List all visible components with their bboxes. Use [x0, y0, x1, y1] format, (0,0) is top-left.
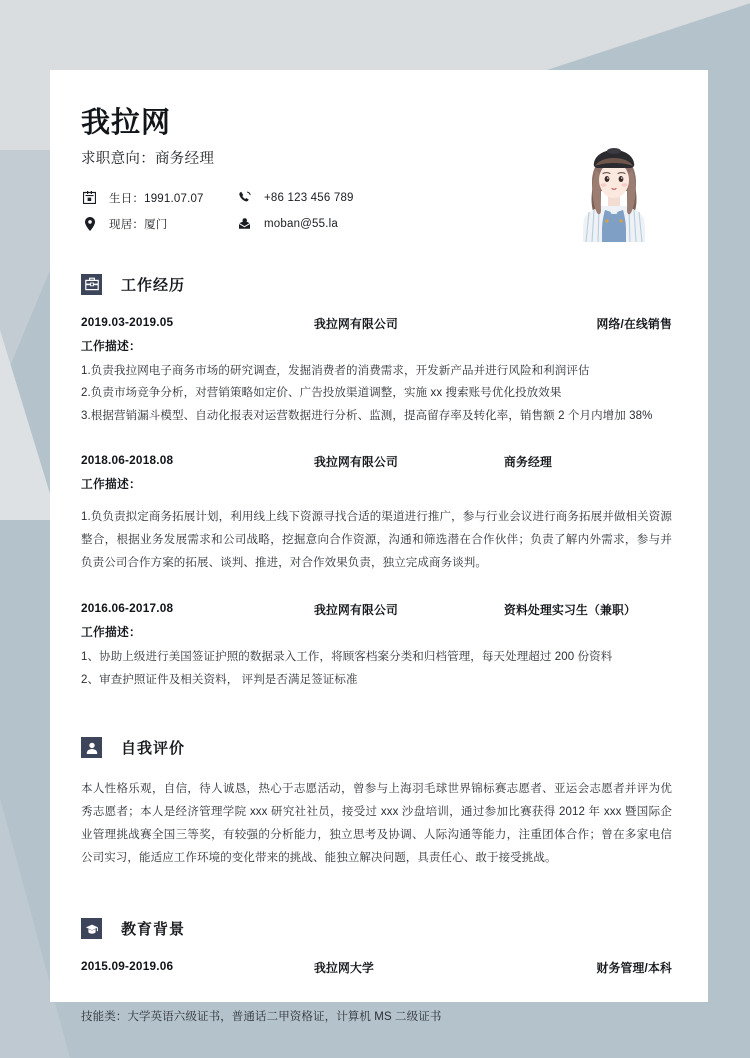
- job-bullet: 2、审查护照证件及相关资料， 评判是否满足签证标准: [81, 673, 358, 686]
- job-company: 我拉网有限公司: [314, 316, 398, 331]
- job-date: 2016.06-2017.08: [81, 601, 174, 616]
- education-school: 我拉网大学: [314, 961, 374, 975]
- job-title: 资料处理实习生（兼职）: [504, 603, 636, 618]
- job-date: 2018.06-2018.08: [81, 453, 174, 468]
- section-education: [50, 918, 708, 1029]
- work-section-title: 工作经历: [121, 276, 186, 294]
- job-title: 网络/在线销售: [596, 316, 672, 331]
- education-row: [81, 959, 672, 976]
- job-objective: 求职意向：商务经理: [81, 150, 215, 167]
- spacer-education-skills: [81, 976, 672, 1006]
- contact-email-text: moban@55.la: [264, 217, 338, 230]
- section-self-evaluation: [50, 737, 708, 870]
- job-desc-label: 工作描述：: [81, 338, 141, 353]
- briefcase-icon: [81, 274, 102, 295]
- job-company: 我拉网有限公司: [314, 455, 398, 470]
- job-bullet: 3.根据营销漏斗模型、自动化报表对运营数据进行分析、监测，提高留存率及转化率，销售额 2 个月内增加 38%: [81, 409, 653, 422]
- contact-phone-text: +86 123 456 789: [264, 191, 354, 204]
- spacer-self-education: [50, 870, 708, 918]
- person-icon: [81, 737, 102, 758]
- contact-info: [81, 190, 501, 232]
- spacer-desc: [81, 492, 672, 506]
- education-skills: 技能类：大学英语六级证书，普通话二甲资格证，计算机 MS 二级证书: [81, 1011, 442, 1023]
- contact-birthday-text: 生日：1991.07.07: [109, 192, 204, 205]
- job-title: 商务经理: [504, 455, 552, 470]
- phone-icon: [236, 190, 253, 205]
- job-header-row: [81, 601, 672, 618]
- education-section-title: 教育背景: [121, 921, 186, 938]
- job-desc-label: 工作描述：: [81, 477, 141, 492]
- education-section-header: [81, 918, 672, 939]
- job-entry: [81, 315, 672, 427]
- job-bullet: 1.负责我拉网电子商务市场的研究调查，发掘消费者的消费需求，开发新产品并进行风险和利润评估: [81, 364, 590, 377]
- job-entry: [81, 601, 672, 691]
- page-title: 我拉网: [81, 107, 172, 139]
- job-company: 我拉网有限公司: [314, 603, 398, 618]
- resume-header: [50, 70, 708, 232]
- work-section-header: [81, 274, 672, 295]
- self-eval-paragraph: 本人性格乐观，自信，待人诚恳，热心于志愿活动，曾参与上海羽毛球世界锦标赛志愿者、亚运会志愿者并评为优秀志愿者；本人是经济管理学院 xxx 研究社社员，接受过 xxx 沙盘培训，通过参加比赛获得 2012 年 xxx 暨国际企业管理挑战赛全国三等奖，有较强的分析能力，独立思考及协调、人际沟通等能力，注重团体合作；曾在多家电信公司实习，能适应工作环境的变化带来的挑战、能独立解决问题，具责任心、敢于接受挑战。: [81, 783, 672, 864]
- contact-location-text: 现居：厦门: [109, 218, 168, 231]
- contact-phone: [236, 190, 501, 206]
- job-desc-label: 工作描述：: [81, 625, 141, 640]
- job-bullet: 2.负责市场竞争分析，对营销策略如定价、广告投放渠道调整，实施 xx 搜索账号优化投放效果: [81, 387, 562, 400]
- envelope-icon: [236, 216, 253, 231]
- job-date: 2019.03-2019.05: [81, 314, 174, 329]
- self-eval-section-title: 自我评价: [121, 740, 186, 757]
- contact-email: [236, 216, 501, 232]
- spacer-work-self: [50, 695, 708, 737]
- contact-birthday: [81, 190, 236, 206]
- education-major: 财务管理/本科: [596, 961, 672, 975]
- graduation-cap-icon: [81, 918, 102, 939]
- contact-location: [81, 216, 236, 232]
- spacer-job-1-2: [81, 431, 672, 453]
- education-date: 2015.09-2019.06: [81, 959, 174, 973]
- job-bullets: [81, 360, 672, 427]
- resume-sheet: [50, 70, 708, 1023]
- job-entry: [81, 453, 672, 575]
- avatar: [572, 142, 656, 242]
- job-header-row: [81, 315, 672, 332]
- calendar-icon: [81, 190, 98, 205]
- job-paragraph: 1.负负责拟定商务拓展计划，利用线上线下资源寻找合适的渠道进行推广，参与行业会议进行商务拓展并做相关资源整合，根据业务发展需求和公司战略，挖掘意向合作资源，沟通和筛选潜在合作伙伴；负责了解内外需求，参与并负责公司合作方案的拓展、谈判、推进，对合作效果负责，独立完成商务谈判。: [81, 511, 672, 570]
- self-eval-section-header: [81, 737, 672, 758]
- job-bullets: [81, 646, 672, 691]
- location-pin-icon: [81, 216, 98, 231]
- spacer-job-2-3: [81, 579, 672, 601]
- job-header-row: [81, 453, 672, 470]
- job-bullet: 1、协助上级进行美国签证护照的数据录入工作，将顾客档案分类和归档管理，每天处理超过 200 份资料: [81, 651, 613, 664]
- section-work-experience: [50, 274, 708, 691]
